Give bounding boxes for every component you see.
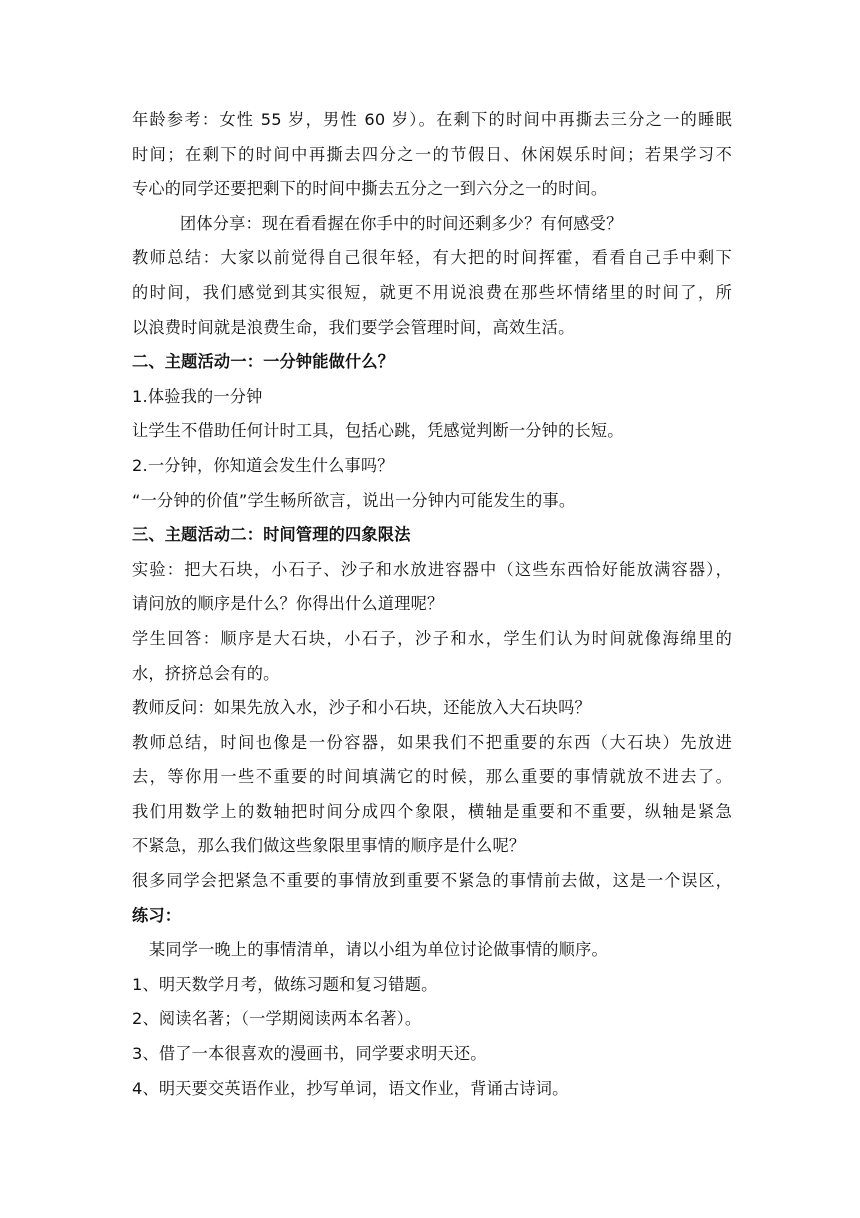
list-item: 3、借了一本很喜欢的漫画书，同学要求明天还。: [132, 1044, 487, 1064]
subheading-line: 1.体验我的一分钟: [132, 386, 263, 406]
subheading-line: 2.一分钟，你知道会发生什么事吗？: [132, 455, 394, 475]
paragraph-line: 教师反问：如果先放入水，沙子和小石块，还能放入大石块吗？: [132, 698, 591, 718]
section-heading-activity-two: 三、主题活动二：时间管理的四象限法: [132, 525, 411, 545]
paragraph-line: “一分钟的价值”学生畅所欲言，说出一分钟内可能发生的事。: [132, 490, 576, 510]
list-item: 1、明天数学月考，做练习题和复习错题。: [132, 974, 438, 994]
practice-heading: 练习：: [132, 905, 182, 925]
paragraph-line: 的时间，我们感觉到其实很短，就更不用说浪费在那些坏情绪里的时间了，所: [132, 282, 732, 302]
list-item: 2、阅读名著；（一学期阅读两本名著）。: [132, 1009, 422, 1029]
paragraph-line: 教师总结：大家以前觉得自己很年轻，有大把的时间挥霍，看看自己手中剩下: [132, 248, 732, 268]
paragraph-line: 让学生不借助任何计时工具，包括心跳，凭感觉判断一分钟的长短。: [132, 421, 624, 441]
paragraph-line: 时间；在剩下的时间中再撕去四分之一的节假日、休闲娱乐时间；若果学习不: [132, 144, 732, 164]
list-item: 4、明天要交英语作业，抄写单词，语文作业，背诵古诗词。: [132, 1078, 569, 1098]
paragraph-line: 年龄参考：女性 55 岁，男性 60 岁）。在剩下的时间中再撕去三分之一的睡眠: [132, 110, 732, 129]
paragraph-line: 请问放的顺序是什么？你得出什么道理呢？: [132, 594, 444, 614]
paragraph-line: 很多同学会把紧急不重要的事情放到重要不紧急的事情前去做，这是一个误区，: [132, 871, 732, 891]
paragraph-line: 水，挤挤总会有的。: [132, 663, 280, 683]
paragraph-line: 以浪费时间就是浪费生命，我们要学会管理时间，高效生活。: [132, 317, 575, 337]
paragraph-line: 去，等你用一些不重要的时间填满它的时候，那么重要的事情就放不进去了。: [132, 767, 732, 787]
paragraph-line: 教师总结，时间也像是一份容器，如果我们不把重要的东西（大石块）先放进: [132, 732, 732, 752]
paragraph-line: 学生回答：顺序是大石块，小石子，沙子和水，学生们认为时间就像海绵里的: [132, 628, 732, 648]
group-share-line: 团体分享：现在看看握在你手中的时间还剩多少？有何感受？: [180, 213, 623, 233]
paragraph-line: 我们用数学上的数轴把时间分成四个象限，横轴是重要和不重要，纵轴是紧急: [132, 801, 732, 821]
document-page: [132, 103, 732, 1106]
section-heading-activity-one: 二、主题活动一：一分钟能做什么？: [132, 352, 395, 372]
paragraph-line: 实验：把大石块，小石子、沙子和水放进容器中（这些东西恰好能放满容器），: [132, 559, 732, 579]
paragraph-line: 专心的同学还要把剩下的时间中撕去五分之一到六分之一的时间。: [132, 179, 608, 199]
paragraph-line: 某同学一晚上的事情清单，请以小组为单位讨论做事情的顺序。: [149, 940, 608, 960]
paragraph-line: 不紧急，那么我们做这些象限里事情的顺序是什么呢？: [132, 836, 526, 856]
